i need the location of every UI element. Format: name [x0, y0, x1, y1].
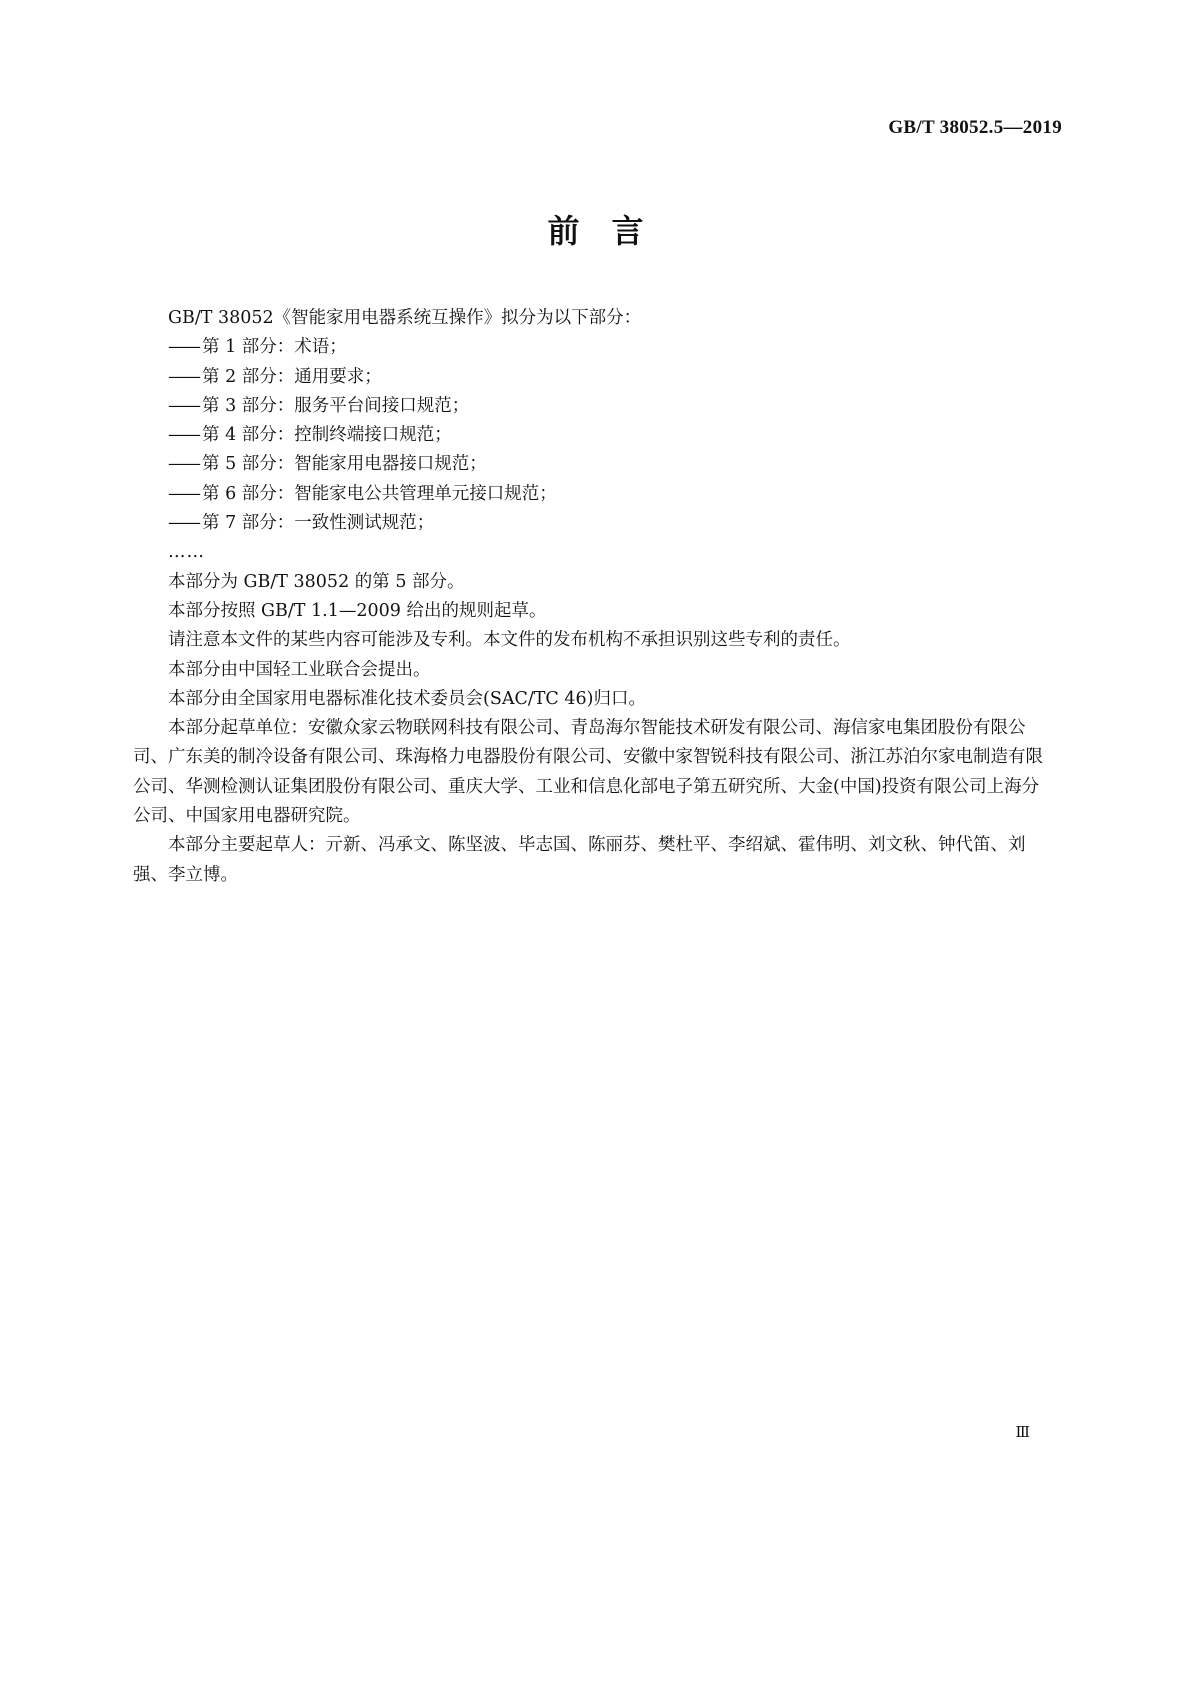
- list-dash: ——: [168, 337, 199, 358]
- page-title: 前言: [547, 212, 676, 250]
- list-item-label: 第 7 部分：一致性测试规范；: [202, 513, 435, 534]
- paragraph-technical-committee: 本部分由全国家用电器标准化技术委员会(SAC/TC 46)归口。: [168, 688, 646, 709]
- list-item-label: 第 2 部分：通用要求；: [202, 366, 382, 387]
- list-ellipsis: ……: [168, 542, 205, 563]
- list-item-part-7: [133, 509, 1055, 538]
- list-item-part-4: [133, 421, 1055, 450]
- list-item-label: 第 1 部分：术语；: [202, 337, 347, 358]
- list-item-label: 第 6 部分：智能家电公共管理单元接口规范；: [202, 483, 557, 504]
- list-item-part-3: [133, 392, 1055, 421]
- foreword-body: [133, 304, 1055, 890]
- paragraph-drafting-rules: 本部分按照 GB/T 1.1—2009 给出的规则起草。: [168, 600, 547, 621]
- list-dash: ——: [168, 395, 199, 416]
- paragraph-drafting-units: 本部分起草单位：安徽众家云物联网科技有限公司、青岛海尔智能技术研发有限公司、海信家电集团股份有限公司、广东美的制冷设备有限公司、珠海格力电器股份有限公司、安徽中家智锐科技有限公司、浙江苏泊尔家电制造有限公司、华测检测认证集团股份有限公司、重庆大学、工业和信息化部电子第五研究所、大金(中国)投资有限公司上海分公司、中国家用电器研究院。: [133, 718, 1043, 827]
- list-dash: ——: [168, 366, 199, 387]
- list-dash: ——: [168, 483, 199, 504]
- paragraph-patent-notice: 请注意本文件的某些内容可能涉及专利。本文件的发布机构不承担识别这些专利的责任。: [168, 630, 851, 651]
- list-item-part-6: [133, 480, 1055, 509]
- standard-code: GB/T 38052.5—2019: [888, 117, 1062, 138]
- list-dash: ——: [168, 454, 199, 475]
- list-item-part-1: [133, 333, 1055, 362]
- intro-paragraph: GB/T 38052《智能家用电器系统互操作》拟分为以下部分：: [168, 308, 642, 328]
- list-item-label: 第 5 部分：智能家用电器接口规范；: [202, 454, 487, 475]
- list-item-part-5: [133, 450, 1055, 479]
- page-number: Ⅲ: [1015, 1425, 1030, 1441]
- list-item-part-2: [133, 363, 1055, 392]
- list-dash: ——: [168, 425, 199, 446]
- list-dash: ——: [168, 513, 199, 534]
- list-item-label: 第 4 部分：控制终端接口规范；: [202, 425, 452, 446]
- paragraph-drafters: 本部分主要起草人：亓新、冯承文、陈坚波、毕志国、陈丽芬、樊杜平、李绍斌、霍伟明、刘文秋、钟代笛、刘强、李立博。: [133, 835, 1026, 885]
- paragraph-proposer: 本部分由中国轻工业联合会提出。: [168, 659, 431, 680]
- paragraph-part-statement: 本部分为 GB/T 38052 的第 5 部分。: [168, 571, 465, 592]
- list-item-label: 第 3 部分：服务平台间接口规范；: [202, 395, 470, 416]
